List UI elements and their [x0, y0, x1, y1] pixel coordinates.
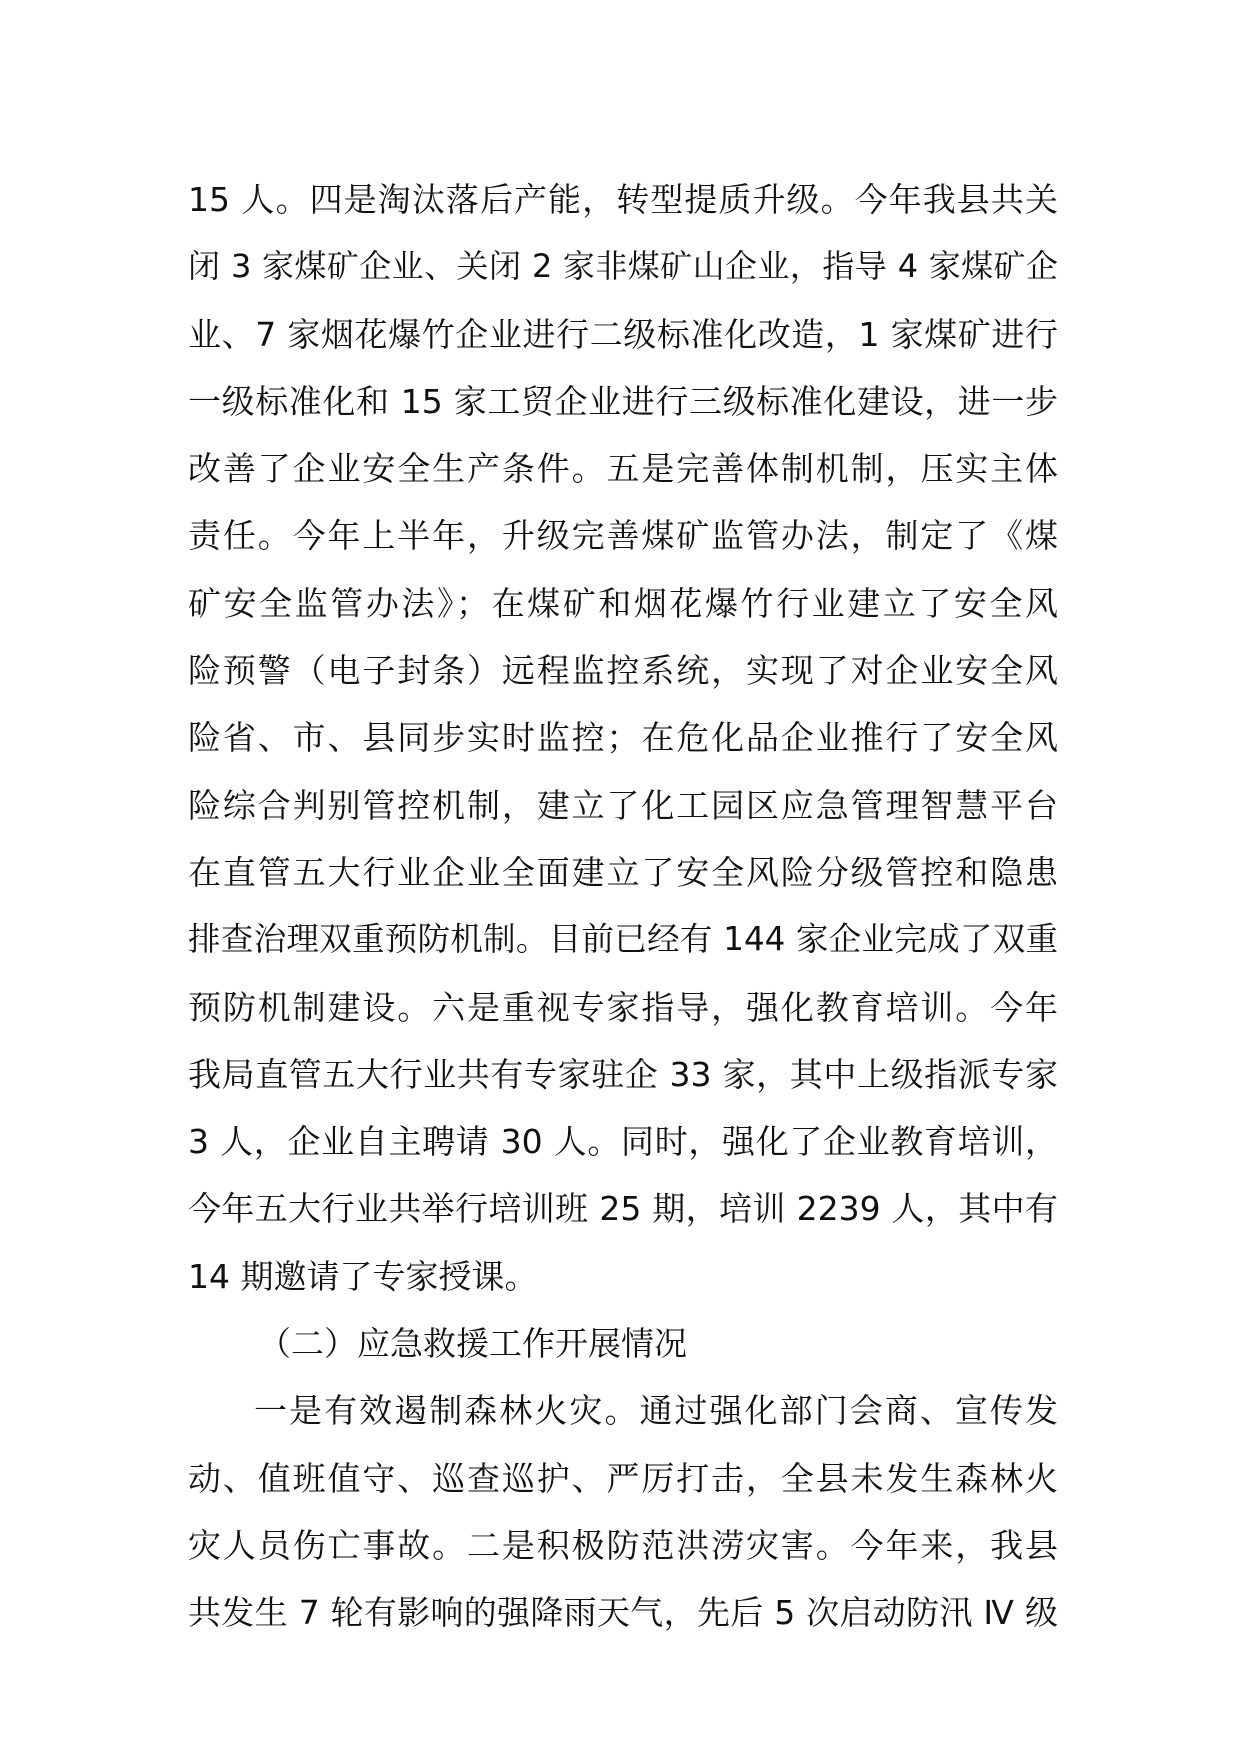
- body-line: 险省、市、县同步实时监控；在危化品企业推行了安全风: [188, 718, 1058, 758]
- body-line: 一级标准化和 15 家工贸企业进行三级标准化建设，进一步: [188, 381, 1058, 421]
- body-line: 排查治理双重预防机制。目前已经有 144 家企业完成了双重: [188, 920, 1058, 959]
- body-line: 3 人，企业自主聘请 30 人。同时，强化了企业教育培训，: [188, 1122, 1058, 1162]
- body-line: 改善了企业安全生产条件。五是完善体制机制，压实主体: [188, 449, 1058, 489]
- body-line: 责任。今年上半年，升级完善煤矿监管办法，制定了《煤: [188, 516, 1058, 556]
- body-line: 预防机制建设。六是重视专家指导，强化教育培训。今年: [188, 987, 1058, 1027]
- section-line: 一是有效遏制森林火灾。通过强化部门会商、宣传发: [254, 1391, 1058, 1431]
- section-line: 共发生 7 轮有影响的强降雨天气，先后 5 次启动防汛 Ⅳ 级: [188, 1593, 1058, 1633]
- body-line: 闭 3 家煤矿企业、关闭 2 家非煤矿山企业，指导 4 家煤矿企: [188, 247, 1058, 286]
- section-line: 动、值班值守、巡查巡护、严厉打击，全县未发生森林火: [188, 1458, 1058, 1498]
- document-body: [188, 166, 1058, 1647]
- body-line: 险综合判别管控机制，建立了化工园区应急管理智慧平台: [188, 785, 1058, 825]
- body-line: 14 期邀请了专家授课。: [188, 1256, 538, 1296]
- body-line: 今年五大行业共举行培训班 25 期，培训 2239 人，其中有: [188, 1189, 1058, 1229]
- body-line: 业、7 家烟花爆竹企业进行二级标准化改造，1 家煤矿进行: [188, 314, 1058, 354]
- body-line: 15 人。四是淘汰落后产能，转型提质升级。今年我县共关: [188, 180, 1058, 219]
- section-line: 灾人员伤亡事故。二是积极防范洪涝灾害。今年来，我县: [188, 1525, 1058, 1565]
- body-line: 我局直管五大行业共有专家驻企 33 家，其中上级指派专家: [188, 1054, 1058, 1094]
- body-line: 险预警（电子封条）远程监控系统，实现了对企业安全风: [188, 651, 1058, 691]
- section-heading: （二）应急救援工作开展情况: [258, 1324, 687, 1364]
- body-line: 矿安全监管办法》；在煤矿和烟花爆竹行业建立了安全风: [188, 583, 1058, 623]
- body-line: 在直管五大行业企业全面建立了安全风险分级管控和隐患: [188, 852, 1058, 892]
